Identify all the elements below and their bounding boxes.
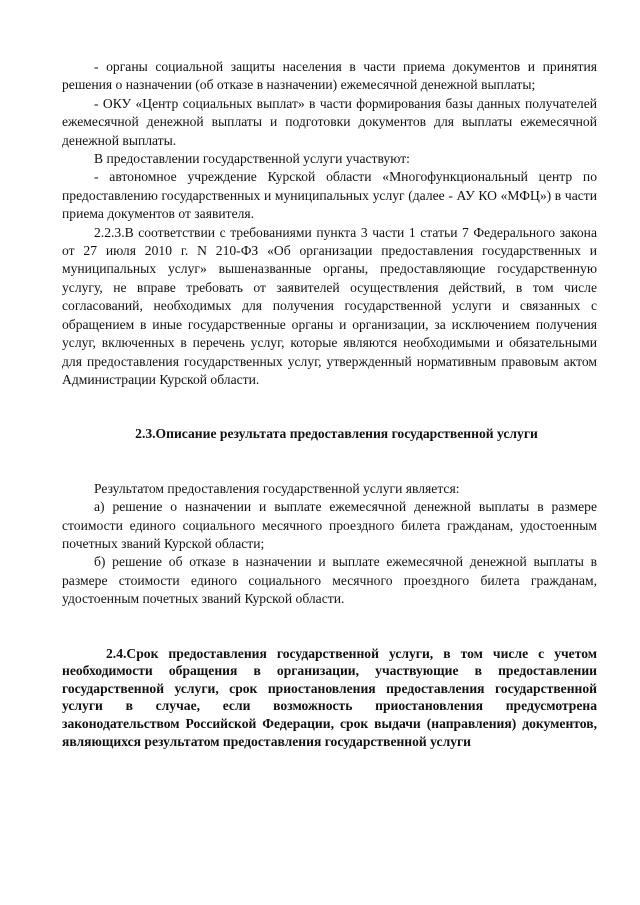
paragraph-participants: В предоставлении государственной услуги участвуют: xyxy=(94,151,410,167)
paragraph-result-b: б) решение об отказе в назначении и выплате ежемесячной денежной выплаты в размере стоимости единого социального месячного проездного билета гражданам, удостоенным почетных званий Курской области. xyxy=(62,554,597,607)
paragraph-oku-center: - ОКУ «Центр социальных выплат» в части формирования базы данных получателей ежемесячной денежной выплаты и подготовки документов для выплаты ежемесячной денежной выплаты. xyxy=(62,95,597,148)
section-heading-2-4: 2.4.Срок предоставления государственной услуги, в том числе с учетом необходимости обращения в организации, участвующие в предоставлении государственной услуги, срок приостановления предоставления государственной услуги в случае, если возможность приостановления предусмотрена законодательством Российской Федерации, срок выдачи (направления) документов, являющихся результатом предоставления государственной услуги xyxy=(62,645,597,749)
paragraph-2-2-3: 2.2.3.В соответствии с требованиями пункта 3 части 1 статьи 7 Федерального закона от 27 июля 2010 г. N 210-ФЗ «Об организации предоставления государственных и муниципальных услуг» вышеназванные органы, предоставляющие государственную услугу, не вправе требовать от заявителей осуществления действий, в том числе согласований, необходимых для получения государственной услуги и связанных с обращением в иные государственные органы и организации, за исключением получения услуг, включенных в перечень услуг, которые являются необходимыми и обязательными для предоставления государственных услуг, утвержденный нормативным правовым актом Администрации Курской области. xyxy=(62,224,597,387)
paragraph-social-protection: - органы социальной защиты населения в части приема документов и принятия решения о назначении (об отказе в назначении) ежемесячной денежной выплаты; xyxy=(62,59,597,93)
paragraph-mfc: - автономное учреждение Курской области «Многофункциональный центр по предоставлению государственных и муниципальных услуг (далее - АУ КО «МФЦ») в части приема документов от заявителя. xyxy=(62,169,597,222)
paragraph-result-intro: Результатом предоставления государственной услуги является: xyxy=(94,480,460,496)
section-heading-2-3: 2.3.Описание результата предоставления государственной услуги xyxy=(135,426,538,442)
document-page xyxy=(62,58,597,764)
paragraph-result-a: а) решение о назначении и выплате ежемесячной денежной выплаты в размере стоимости единого социального месячного проездного билета гражданам, удостоенным почетных званий Курской области; xyxy=(62,499,597,551)
